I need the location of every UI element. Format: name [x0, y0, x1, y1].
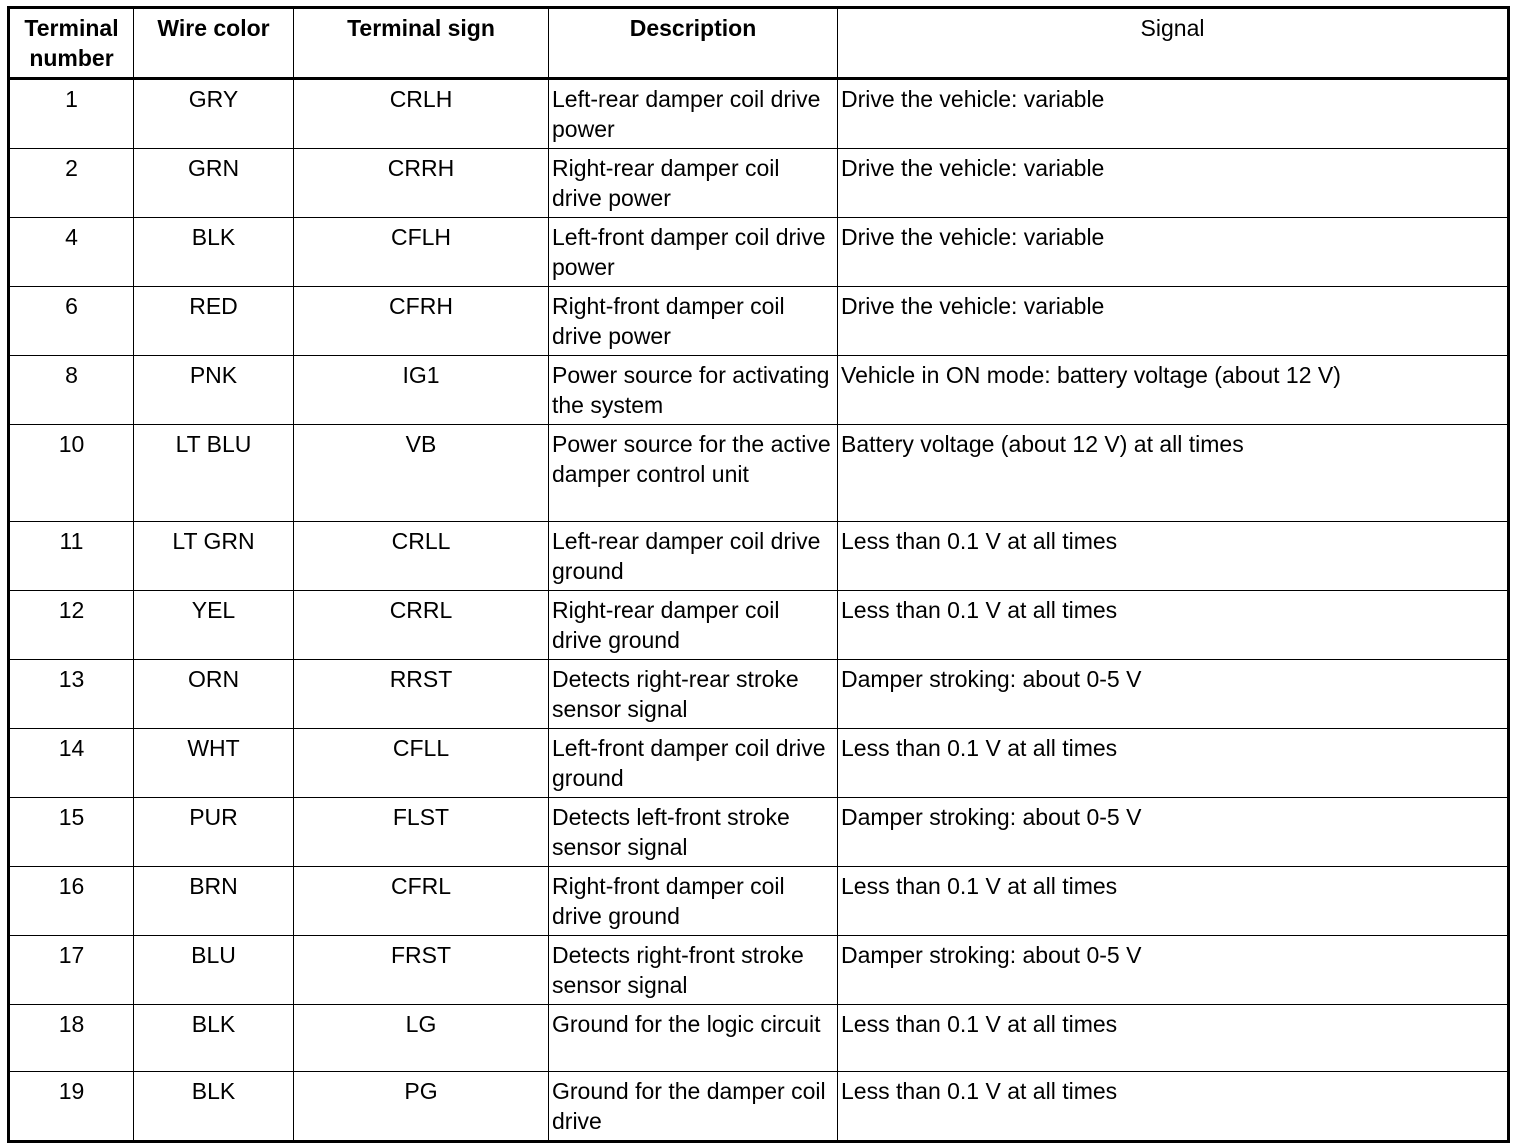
cell-terminal-sign: CRLH [294, 79, 549, 149]
cell-wire-color: BLK [134, 1072, 294, 1142]
cell-signal: Drive the vehicle: variable [838, 149, 1509, 218]
cell-terminal-number: 13 [9, 660, 134, 729]
cell-wire-color: RED [134, 287, 294, 356]
cell-terminal-number: 1 [9, 79, 134, 149]
cell-terminal-number: 17 [9, 936, 134, 1005]
cell-terminal-sign: CFLH [294, 218, 549, 287]
cell-terminal-sign: CFRH [294, 287, 549, 356]
cell-terminal-number: 6 [9, 287, 134, 356]
cell-terminal-sign: CFRL [294, 867, 549, 936]
cell-terminal-number: 19 [9, 1072, 134, 1142]
table-row [9, 729, 1509, 798]
cell-wire-color: BRN [134, 867, 294, 936]
cell-signal: Vehicle in ON mode: battery voltage (about 12 V) [838, 356, 1509, 425]
cell-terminal-number: 12 [9, 591, 134, 660]
cell-terminal-number: 4 [9, 218, 134, 287]
cell-description: Left-rear damper coil drive ground [549, 522, 838, 591]
table-body [9, 79, 1509, 1142]
cell-signal: Damper stroking: about 0-5 V [838, 660, 1509, 729]
table-row [9, 149, 1509, 218]
header-description: Description [549, 8, 838, 79]
cell-terminal-sign: FLST [294, 798, 549, 867]
cell-terminal-sign: PG [294, 1072, 549, 1142]
cell-terminal-sign: FRST [294, 936, 549, 1005]
cell-wire-color: GRN [134, 149, 294, 218]
cell-terminal-sign: IG1 [294, 356, 549, 425]
table-row [9, 591, 1509, 660]
table-row [9, 356, 1509, 425]
cell-wire-color: ORN [134, 660, 294, 729]
cell-signal: Damper stroking: about 0-5 V [838, 798, 1509, 867]
table-header [9, 8, 1509, 79]
cell-signal: Damper stroking: about 0-5 V [838, 936, 1509, 1005]
cell-wire-color: PUR [134, 798, 294, 867]
cell-description: Right-rear damper coil drive ground [549, 591, 838, 660]
cell-wire-color: BLK [134, 218, 294, 287]
cell-wire-color: PNK [134, 356, 294, 425]
terminal-table [7, 6, 1510, 1143]
table-row [9, 522, 1509, 591]
cell-description: Power source for activating the system [549, 356, 838, 425]
cell-terminal-sign: VB [294, 425, 549, 522]
table-row [9, 287, 1509, 356]
cell-signal: Drive the vehicle: variable [838, 287, 1509, 356]
cell-signal: Battery voltage (about 12 V) at all times [838, 425, 1509, 522]
cell-terminal-sign: CRLL [294, 522, 549, 591]
cell-description: Left-front damper coil drive power [549, 218, 838, 287]
cell-signal: Less than 0.1 V at all times [838, 1072, 1509, 1142]
table-row [9, 79, 1509, 149]
header-terminal-sign: Terminal sign [294, 8, 549, 79]
cell-signal: Less than 0.1 V at all times [838, 591, 1509, 660]
cell-signal: Drive the vehicle: variable [838, 218, 1509, 287]
cell-description: Detects left-front stroke sensor signal [549, 798, 838, 867]
cell-terminal-number: 2 [9, 149, 134, 218]
cell-description: Right-rear damper coil drive power [549, 149, 838, 218]
cell-signal: Less than 0.1 V at all times [838, 729, 1509, 798]
cell-signal: Drive the vehicle: variable [838, 79, 1509, 149]
table-row [9, 936, 1509, 1005]
cell-terminal-number: 10 [9, 425, 134, 522]
cell-terminal-number: 15 [9, 798, 134, 867]
cell-terminal-sign: RRST [294, 660, 549, 729]
cell-description: Power source for the active damper control unit [549, 425, 838, 522]
table-row [9, 1072, 1509, 1142]
cell-wire-color: BLK [134, 1005, 294, 1072]
cell-wire-color: YEL [134, 591, 294, 660]
cell-terminal-sign: CFLL [294, 729, 549, 798]
cell-wire-color: GRY [134, 79, 294, 149]
cell-description: Ground for the logic circuit [549, 1005, 838, 1072]
cell-terminal-sign: CRRL [294, 591, 549, 660]
header-signal: Signal [838, 8, 1509, 79]
cell-wire-color: WHT [134, 729, 294, 798]
table-row [9, 867, 1509, 936]
table-row [9, 660, 1509, 729]
cell-description: Detects right-rear stroke sensor signal [549, 660, 838, 729]
cell-signal: Less than 0.1 V at all times [838, 1005, 1509, 1072]
cell-signal: Less than 0.1 V at all times [838, 522, 1509, 591]
cell-description: Right-front damper coil drive ground [549, 867, 838, 936]
cell-wire-color: LT GRN [134, 522, 294, 591]
cell-terminal-number: 8 [9, 356, 134, 425]
cell-description: Right-front damper coil drive power [549, 287, 838, 356]
header-terminal-number: Terminal number [9, 8, 134, 79]
table-row [9, 218, 1509, 287]
cell-description: Detects right-front stroke sensor signal [549, 936, 838, 1005]
cell-wire-color: LT BLU [134, 425, 294, 522]
cell-wire-color: BLU [134, 936, 294, 1005]
table-row [9, 425, 1509, 522]
cell-signal: Less than 0.1 V at all times [838, 867, 1509, 936]
cell-terminal-number: 14 [9, 729, 134, 798]
header-row [9, 8, 1509, 79]
cell-terminal-number: 16 [9, 867, 134, 936]
cell-description: Left-rear damper coil drive power [549, 79, 838, 149]
cell-terminal-number: 11 [9, 522, 134, 591]
cell-terminal-number: 18 [9, 1005, 134, 1072]
header-wire-color: Wire color [134, 8, 294, 79]
cell-description: Ground for the damper coil drive [549, 1072, 838, 1142]
cell-description: Left-front damper coil drive ground [549, 729, 838, 798]
table-row [9, 1005, 1509, 1072]
table-row [9, 798, 1509, 867]
cell-terminal-sign: CRRH [294, 149, 549, 218]
cell-terminal-sign: LG [294, 1005, 549, 1072]
